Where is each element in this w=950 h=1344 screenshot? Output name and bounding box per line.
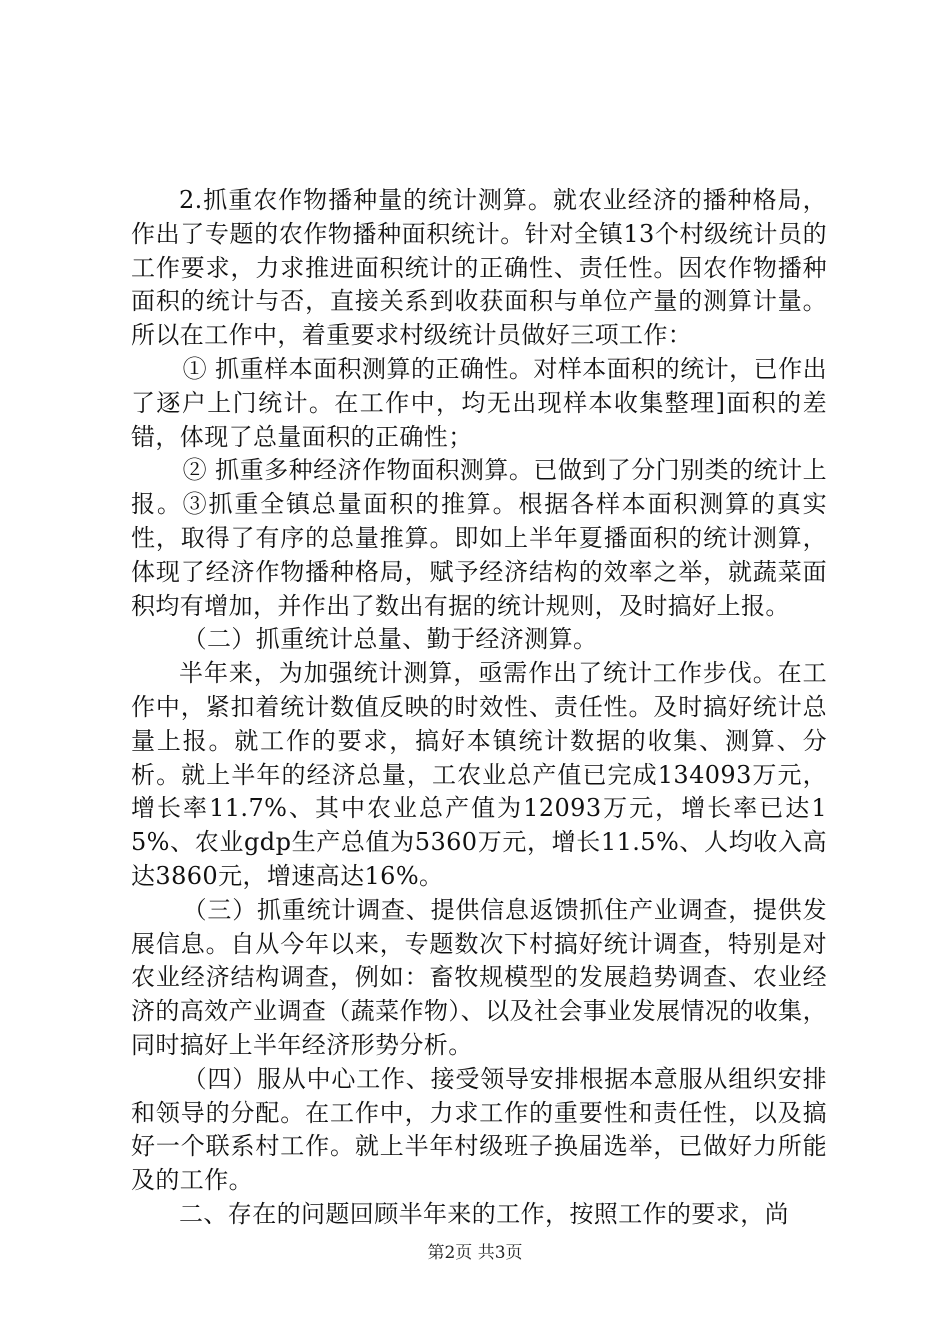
paragraph-existing-problems: 二、存在的问题回顾半年来的工作，按照工作的要求，尚 [179, 1199, 789, 1228]
paragraph-sowing-statistics: 2.抓重农作物播种量的统计测算。就农业经济的播种格局，作出了专题的农作物播种面积统计。针对全镇13个村级统计员的工作要求，力求推进面积统计的正确性、责任性。因农作物播种面积的统计与否，直接关系到收获面积与单位产量的测算计量。所以在工作中，着重要求村级统计员做好三项工作： [131, 186, 827, 350]
paragraph-economic-crops: ② 抓重多种经济作物面积测算。已做到了分门别类的统计上报。③抓重全镇总量面积的推算。根据各样本面积测算的真实性，取得了有序的总量推算。即如上半年夏播面积的统计测算，体现了经济作物播种格局，赋予经济结构的效率之举，就蔬菜面积均有增加，并作出了数出有据的统计规则，及时搞好上报。 [131, 456, 827, 620]
heading-section-two: （二）抓重统计总量、勤于经济测算。 [182, 625, 598, 654]
paragraph-sample-area: ① 抓重样本面积测算的正确性。对样本面积的统计，已作出了逐户上门统计。在工作中，均无出现样本收集整理]面积的差错，体现了总量面积的正确性； [131, 354, 827, 451]
paragraph-economic-totals: 半年来，为加强统计测算，亟需作出了统计工作步伐。在工作中，紧扣着统计数值反映的时效性、责任性。及时搞好统计总量上报。就工作的要求，搞好本镇统计数据的收集、测算、分析。就上半年的经济总量，工农业总产值已完成134093万元，增长率11.7%、其中农业总产值为12093万元，增长率已达15%、农业gdp生产总值为5360万元，增长11.5%、人均收入高达3860元，增速高达16%。 [131, 659, 827, 890]
document-body [131, 184, 827, 1232]
page-number-footer: 第2页 共3页 [427, 1243, 523, 1263]
paragraph-survey-information: （三）抓重统计调查、提供信息返馈抓住产业调查，提供发展信息。自从今年以来，专题数次下村搞好统计调查，特别是对农业经济结构调查，例如：畜牧规模型的发展趋势调查、农业经济的高效产业调查（蔬菜作物）、以及社会事业发展情况的收集，同时搞好上半年经济形势分析。 [131, 895, 827, 1059]
paragraph-central-work: （四）服从中心工作、接受领导安排根据本意服从组织安排和领导的分配。在工作中，力求工作的重要性和责任性，以及搞好一个联系村工作。就上半年村级班子换届选举，已做好力所能及的工作。 [131, 1064, 827, 1195]
